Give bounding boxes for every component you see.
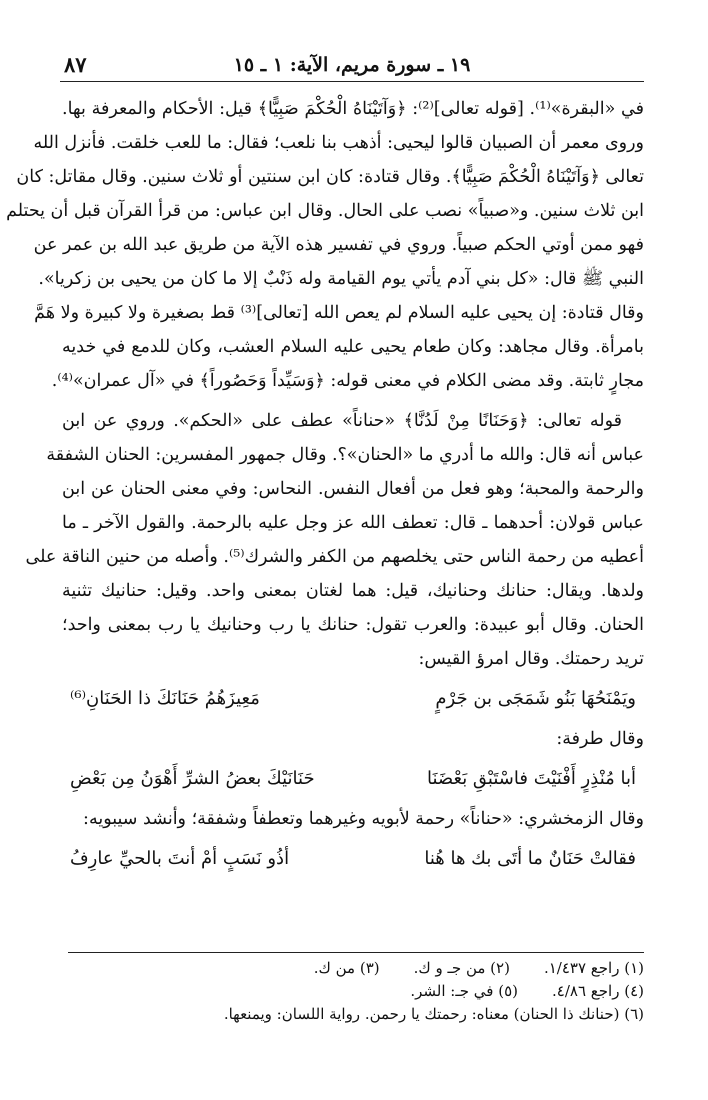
verse-second-hemistich: أذُو نَسَبٍ أمْ أنتَ بالحيِّ عارِفُ [70,848,290,869]
text-line: وقال طرفة: [556,729,644,749]
footnote: (٦) (حنانك ذا الحنان) معناه: رحمتك يا رحمن. رواية اللسان: ويمنعها. [223,1005,644,1023]
text-line: النبي ﷺ قال: «كل بني آدم يأتي يوم القيامة وله ذَنْبٌ إلا ما كان من يحيى بن زكريا». [38,269,644,289]
footnote-row [68,980,644,1003]
page-number: ٨٧ [64,52,87,77]
poetry-verse [62,836,644,882]
text-line: أعطيه من رحمة الناس حتى يخلصهم من الكفر والشرك⁽⁵⁾. وأصله من حنين الناقة على [25,547,644,567]
text-line: عباس أنه قال: والله ما أدري ما «الحنان»؟. وقال جمهور المفسرين: الحنان الشفقة [46,445,644,465]
footnote: (٤) راجع ٤/٨٦. [552,982,644,1000]
header-rule [60,81,644,82]
poetry-verse [62,756,644,802]
text-line: فهو ممن أوتي الحكم صبياً. وروي في تفسير هذه الآية من طريق عبد الله بن عمر عن [33,235,644,255]
text-line: الحنان. وقال أبو عبيدة: والعرب تقول: حنانك يا رب وحنانيك يا رب بمعنى واحد؛ [62,615,644,635]
text-line: بامرأة. وقال مجاهد: وكان طعام يحيى عليه السلام العشب، وكان للدمع في خديه [62,337,644,357]
verse-first-hemistich: فقالتْ حَنَانٌ ما أتَى بك ها هُنا [424,848,636,869]
text-line: مجارٍ ثابتة. وقد مضى الكلام في معنى قوله: ﴿وَسَيِّداً وَحَصُوراً﴾ في «آل عمران»⁽⁴⁾. [51,371,644,391]
text-line: قوله تعالى: ﴿وَحَنَانًا مِنْ لَدُنَّا﴾ «حناناً» عطف على «الحكم». وروي عن ابن [62,411,622,431]
text-line: عباس قولان: أحدهما ـ قال: تعطف الله عز وجل عليه بالرحمة. والقول الآخر ـ ما [62,513,644,533]
text-line: تعالى ﴿وَآتَيْنَاهُ الْحُكْمَ صَبِيًّا﴾. وقال قتادة: كان ابن سنتين أو ثلاث سنين. وقال مقاتل: كان [16,167,644,187]
footnote: (٢) من جـ و ك. [413,959,510,977]
running-title: ١٩ ـ سورة مريم، الآية: ١ ـ ١٥ [233,54,471,76]
text-line: تريد رحمتك. وقال امرؤ القيس: [418,649,644,669]
footnote: (١) راجع ١/٤٣٧. [543,959,644,977]
footnote-row [68,957,644,980]
text-line: والرحمة والمحبة؛ وهو فعل من أفعال النفس. النحاس: وفي معنى الحنان عن ابن [62,479,644,499]
footnote: (٥) في جـ: الشر. [410,982,518,1000]
text-line: ابن ثلاث سنين. و«صبياً» نصب على الحال. وقال ابن عباس: من قرأ القرآن قبل أن يحتلم [6,201,644,221]
text-line: وروى معمر أن الصبيان قالوا ليحيى: أذهب بنا نلعب؛ فقال: ما للعب خلقت. فأنزل الله [33,133,644,153]
footnotes [68,952,644,1026]
text-line: ولدها. ويقال: حنانك وحنانيك، قيل: هما لغتان بمعنى واحد. وقيل: حنانيك تثنية [62,581,644,601]
page-body [6,92,644,882]
text-line: وقال الزمخشري: «حناناً» رحمة لأبويه وغيرهما وتعطفاً وشفقة؛ وأنشد سيبويه: [83,809,644,829]
text-line: في «البقرة»⁽¹⁾. [قوله تعالى]⁽²⁾: ﴿وَآتَيْنَاهُ الْحُكْمَ صَبِيًّا﴾ قيل: الأحكام والمعرفة بها. [62,99,644,119]
verse-first-hemistich: ويَمْنَحُهَا بَنُو شَمَجَى بن جَرْمٍ [435,688,636,709]
verse-second-hemistich: مَعِيزَهُمُ حَنَانَكَ ذا الحَنَانِ⁽⁶⁾ [70,688,260,709]
text-line: وقال قتادة: إن يحيى عليه السلام لم يعص الله [تعالى]⁽³⁾ قط بصغيرة ولا كبيرة ولا هَمَّ [34,303,644,323]
verse-first-hemistich: أبا مُنْذِرٍ أَفْنَيْتَ فاسْتَبْقِ بَعْضَنَا [426,768,636,789]
poetry-verse [62,676,644,722]
page-header [60,48,644,82]
verse-second-hemistich: حَنَانَيْكَ بعضُ الشرِّ أَهْوَنُ مِن بَعْضِ [70,768,315,789]
footnote: (٣) من ك. [313,959,380,977]
